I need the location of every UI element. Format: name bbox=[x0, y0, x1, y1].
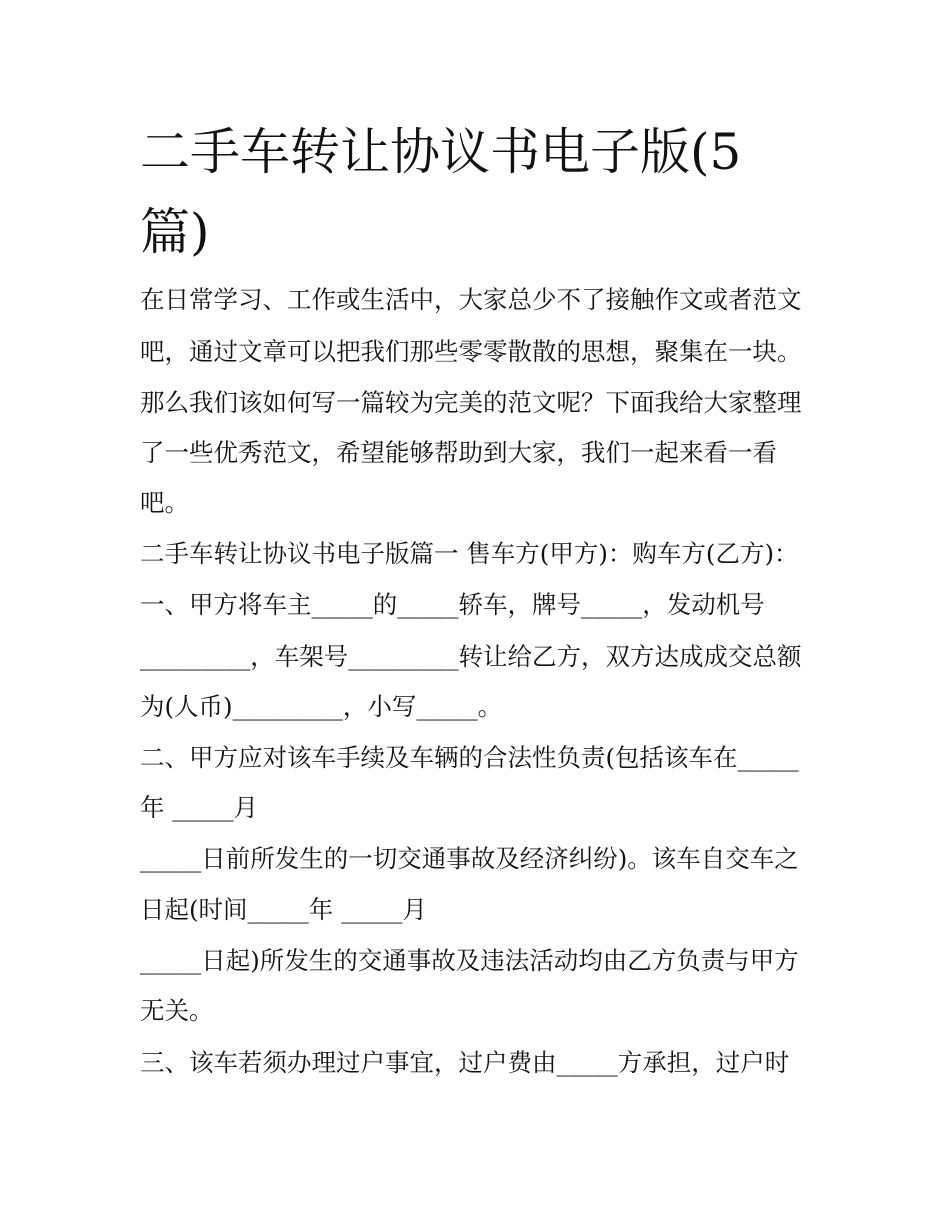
clause-line: _____日前所发生的一切交通事故及经济纠纷)。该车自交车之 bbox=[140, 844, 799, 873]
paragraph-line: 那么我们该如何写一篇较为完美的范文呢？下面我给大家整理 bbox=[140, 388, 802, 417]
paragraph-line: 吧。 bbox=[140, 488, 189, 517]
clause-line: _____日起)所发生的交通事故及违法活动均由乙方负责与甲方 bbox=[140, 946, 799, 975]
document-title bbox=[140, 112, 820, 272]
section-heading-line: 二手车转让协议书电子版篇一 售车方(甲方)：购车方(乙方)： bbox=[140, 539, 799, 568]
clause-line: _________，车架号_________转让给乙方，双方达成成交总额 bbox=[140, 642, 802, 671]
title-line-1: 二手车转让协议书电子版(5 bbox=[140, 123, 742, 181]
clause-line: 无关。 bbox=[140, 996, 214, 1025]
paragraph-line: 在日常学习、工作或生活中，大家总少不了接触作文或者范文 bbox=[140, 285, 802, 314]
clause-line: 年 _____月 bbox=[140, 793, 259, 822]
paragraph-line: 了一些优秀范文，希望能够帮助到大家，我们一起来看一看 bbox=[140, 438, 777, 467]
clause-line: 为(人币)_________，小写_____。 bbox=[140, 692, 503, 721]
paragraph-line: 吧，通过文章可以把我们那些零零散散的思想，聚集在一块。 bbox=[140, 337, 802, 366]
title-line-2: 篇) bbox=[140, 203, 210, 261]
clause-line: 一、甲方将车主_____的_____轿车，牌号_____，发动机号 bbox=[140, 590, 765, 619]
clause-line: 二、甲方应对该车手续及车辆的合法性负责(包括该车在_____ bbox=[140, 743, 799, 772]
clause-line: 日起(时间_____年 _____月 bbox=[140, 895, 427, 924]
clause-line: 三、该车若须办理过户事宜，过户费由_____方承担，过户时 bbox=[140, 1048, 790, 1077]
